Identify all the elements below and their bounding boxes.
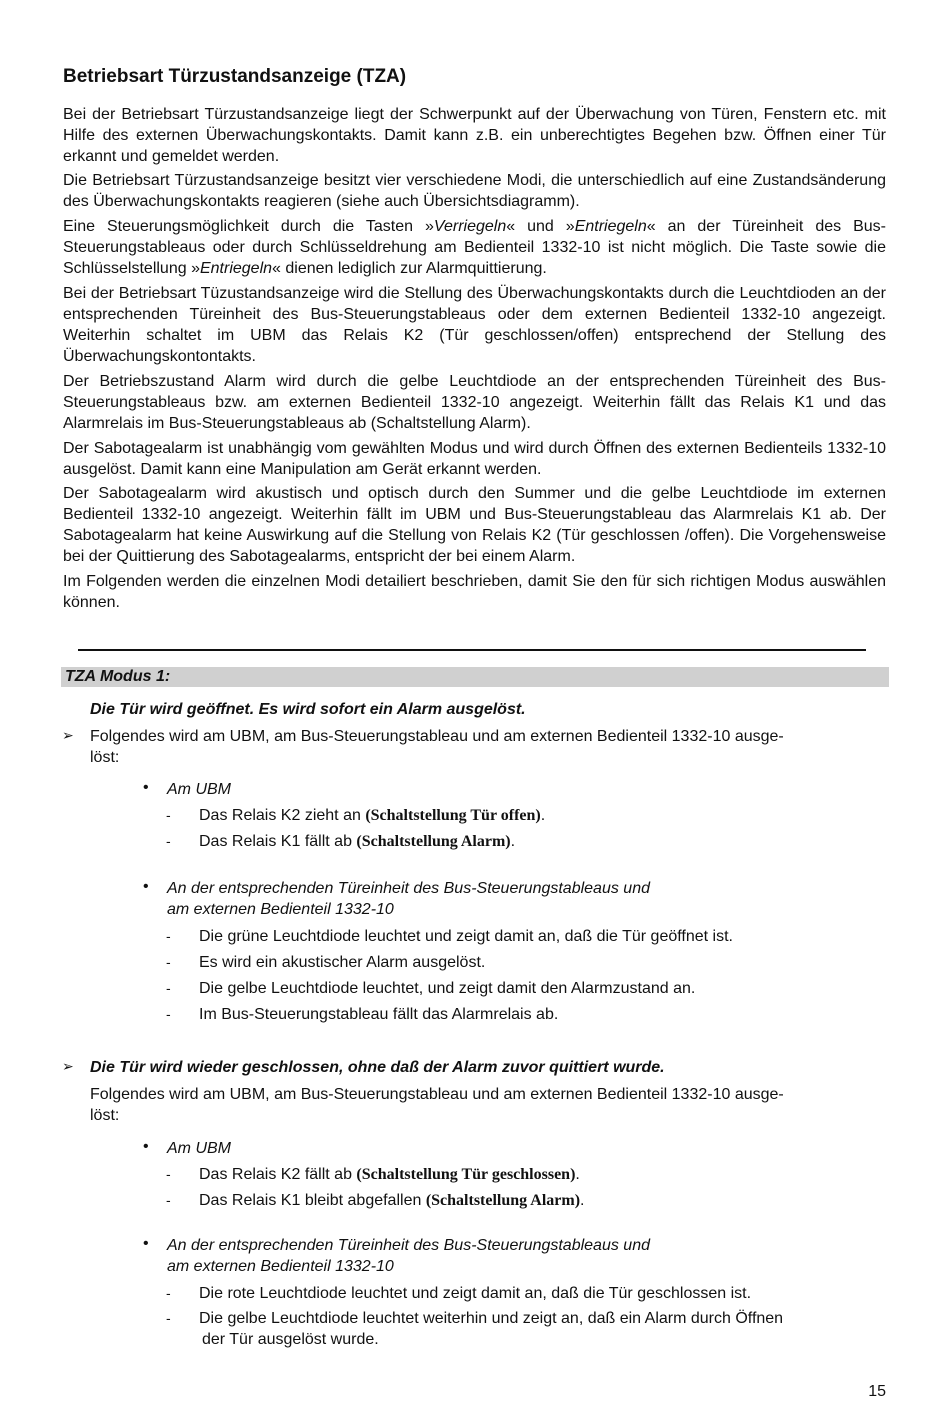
intro-paragraph-5: Der Betriebszustand Alarm wird durch die gelbe Leuchtdiode an der entsprechenden Türeinheit des Bus-Steuerungstableaus bzw. am externen Bedienteil 1332-10 angezeigt. Weiterhin fällt das Relais K1 und das Alarmrelais im Bus-Steuerungstableaus ab (Schaltstellung Alarm). — [63, 373, 886, 432]
dash-icon: - — [166, 1006, 171, 1022]
bullet-icon: • — [143, 1138, 149, 1155]
page-number: 15 — [868, 1383, 886, 1400]
bullet-icon: • — [143, 878, 149, 895]
dash-icon: - — [166, 1166, 171, 1182]
case1-ext-item-2: Es wird ein akustischer Alarm ausgelöst. — [199, 954, 486, 971]
case2-ext-item-2-line-1: Die gelbe Leuchtdiode leuchtet weiterhin und zeigt an, daß ein Alarm durch Öffnen — [199, 1310, 784, 1327]
intro-paragraph-3: Eine Steuerungsmöglichkeit durch die Tasten »Verriegeln« und »Entriegeln« an der Türeinheit des Bus-Steuerungstableaus oder durch Schlüsseldrehung am Bedienteil 1332-10 ist nicht möglich. Die Taste sowie die Schlüsselstellung »Entriegeln« dienen lediglich zur Alarmquittierung. — [63, 218, 887, 277]
dash-icon: - — [166, 980, 171, 996]
case1-ubm-item-1: Das Relais K2 zieht an (Schaltstellung Tür offen). — [199, 807, 546, 824]
dash-icon: - — [166, 807, 171, 823]
case1-ubm-item-2: Das Relais K1 fällt ab (Schaltstellung Alarm). — [199, 833, 516, 850]
dash-icon: - — [166, 928, 171, 944]
bullet-icon: • — [143, 779, 149, 796]
intro-paragraph-8: Im Folgenden werden die einzelnen Modi detailiert beschrieben, damit Sie den für sich richtigen Modus auswählen können. — [63, 573, 886, 611]
case1-ext-item-4: Im Bus-Steuerungstableau fällt das Alarmrelais ab. — [199, 1006, 559, 1023]
case1-ext-title-line-2: am externen Bedienteil 1332-10 — [167, 901, 394, 918]
document-body — [63, 66, 886, 616]
bullet-icon: • — [143, 1235, 149, 1252]
dash-icon: - — [166, 954, 171, 970]
section-header: TZA Modus 1: — [65, 668, 171, 685]
dash-icon: - — [166, 1192, 171, 1208]
case2-ubm-item-1: Das Relais K2 fällt ab (Schaltstellung Tür geschlossen). — [199, 1166, 580, 1183]
horizontal-divider — [78, 649, 866, 651]
case1-ext-item-1: Die grüne Leuchtdiode leuchtet und zeigt damit an, daß die Tür geöffnet ist. — [199, 928, 733, 945]
case2-ubm-title: Am UBM — [167, 1140, 231, 1157]
case2-heading: Die Tür wird wieder geschlossen, ohne daß der Alarm zuvor quittiert wurde. — [90, 1059, 665, 1076]
case2-ext-title-line-1: An der entsprechenden Türeinheit des Bus-Steuerungstableaus und — [167, 1237, 650, 1254]
intro-paragraph-2: Die Betriebsart Türzustandsanzeige besitzt vier verschiedene Modi, die unterschiedlich auf eine Zustandsänderung des Überwachungskontakts reagieren (siehe auch Übersichtsdiagramm). — [63, 172, 886, 210]
case1-ext-title-line-1: An der entsprechenden Türeinheit des Bus-Steuerungstableaus und — [167, 880, 650, 897]
intro-paragraph-1: Bei der Betriebsart Türzustandsanzeige liegt der Schwerpunkt auf der Überwachung von Türen, Fenstern etc. mit Hilfe des externen Überwachungskontakts. Damit kann z.B. ein unberechtigtes Begehen bzw. Öffnen einer Tür erkannt und gemeldet werden. — [63, 106, 886, 165]
case2-lead-line-2: löst: — [90, 1107, 120, 1124]
arrow-bullet-icon: ➢ — [62, 727, 74, 743]
dash-icon: - — [166, 1285, 171, 1301]
page-title: Betriebsart Türzustandsanzeige (TZA) — [63, 66, 407, 87]
case2-ext-item-1: Die rote Leuchtdiode leuchtet und zeigt damit an, daß die Tür geschlossen ist. — [199, 1285, 752, 1302]
case2-ext-title-line-2: am externen Bedienteil 1332-10 — [167, 1258, 394, 1275]
intro-paragraph-7: Der Sabotagealarm wird akustisch und optisch durch den Summer und die gelbe Leuchtdiode im externen Bedienteil 1332-10 angezeigt. Weiterhin fällt im UBM und Bus-Steuerungstableau das Alarmrelais K1 ab. Der Sabotagealarm hat keine Auswirkung auf die Stellung von Relais K2 (Tür geschlossen /offen). Die Vorgehensweise bei der Quittierung des Sabotagealarms, entspricht der bei einem Alarm. — [63, 485, 886, 565]
case2-lead-line-1: Folgendes wird am UBM, am Bus-Steuerungstableau und am externen Bedienteil 1332-10 ausge- — [90, 1086, 784, 1103]
case1-lead-line-1: Folgendes wird am UBM, am Bus-Steuerungstableau und am externen Bedienteil 1332-10 ausge- — [90, 728, 784, 745]
arrow-bullet-icon: ➢ — [62, 1058, 74, 1074]
dash-icon: - — [166, 833, 171, 849]
case1-heading: Die Tür wird geöffnet. Es wird sofort ein Alarm ausgelöst. — [90, 701, 526, 718]
intro-paragraph-6: Der Sabotagealarm ist unabhängig vom gewählten Modus und wird durch Öffnen des externen Bedienteils 1332-10 ausgelöst. Damit kann eine Manipulation am Gerät erkannt werden. — [63, 440, 886, 478]
case1-lead-line-2: löst: — [90, 749, 120, 766]
case2-ext-item-2-line-2: der Tür ausgelöst wurde. — [202, 1331, 379, 1348]
intro-paragraph-4: Bei der Betriebsart Tüzustandsanzeige wird die Stellung des Überwachungskontakts durch die Leuchtdioden an der entsprechenden Türeinheit des Bus-Steuerungstableaus oder dem externen Bedienteil 1332-10 angezeigt. Weiterhin schaltet im UBM das Relais K2 (Tür geschlossen/offen) entsprechend der Stellung des Überwachungskontontakts. — [63, 285, 886, 365]
case1-ext-item-3: Die gelbe Leuchtdiode leuchtet, und zeigt damit den Alarmzustand an. — [199, 980, 696, 997]
case1-ubm-title: Am UBM — [167, 781, 231, 798]
case2-ubm-item-2: Das Relais K1 bleibt abgefallen (Schaltstellung Alarm). — [199, 1192, 585, 1209]
dash-icon: - — [166, 1310, 171, 1326]
section-header-band — [61, 667, 889, 687]
